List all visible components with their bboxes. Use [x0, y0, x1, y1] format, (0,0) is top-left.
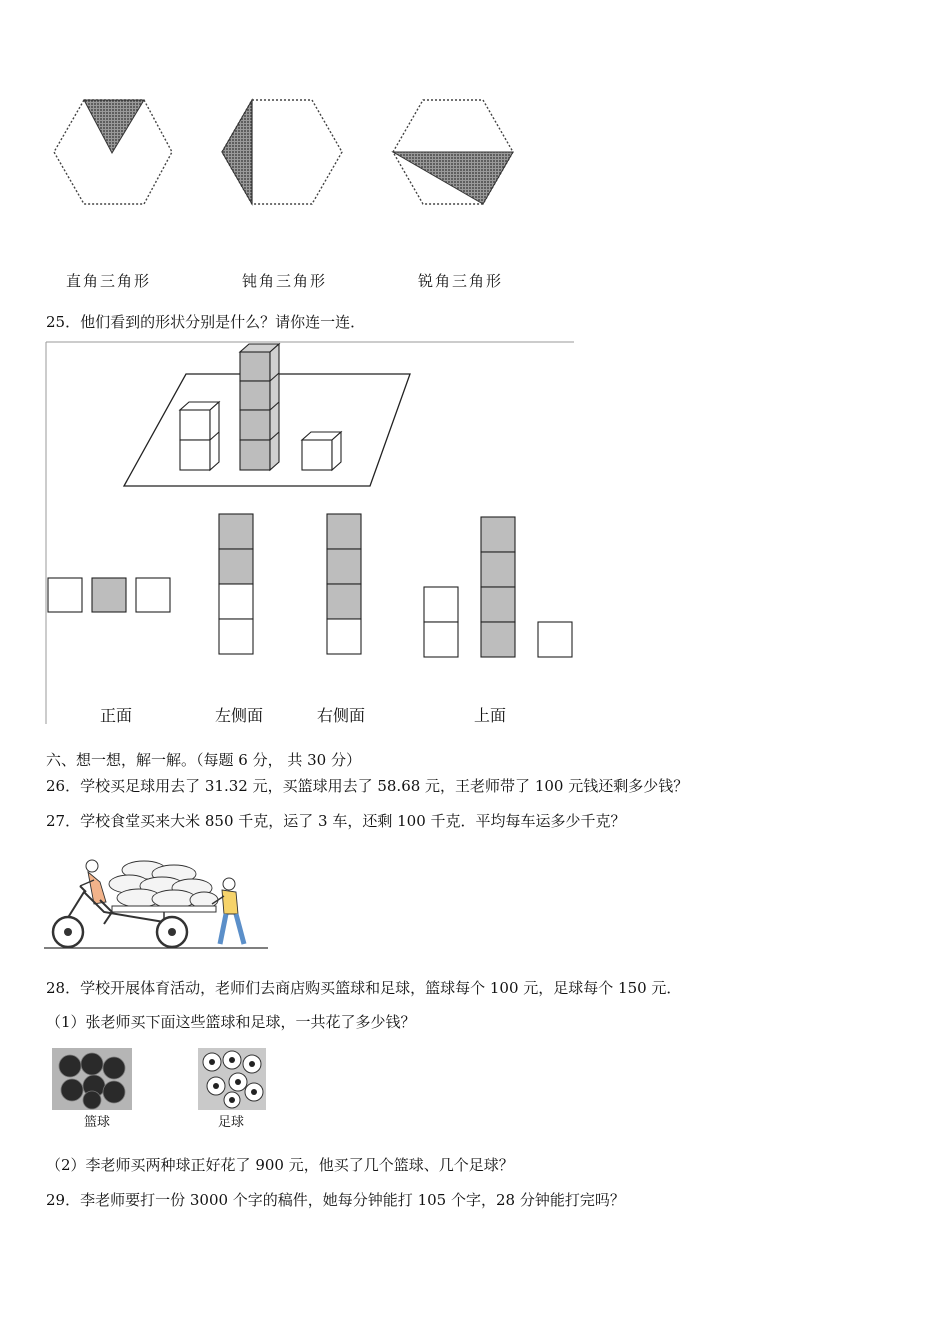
stack-left	[180, 402, 219, 470]
question-29: 29．李老师要打一份 3000 个字的稿件，她每分钟能打 105 个字，28 分钟能打完吗？	[46, 1191, 625, 1209]
question-28: 28．学校开展体育活动，老师们去商店购买篮球和足球，篮球每个 100 元，足球每个 150 元．	[46, 979, 682, 997]
caption-obtuse-triangle: 钝角三角形	[242, 272, 328, 290]
label-top-view: 上面	[474, 706, 507, 725]
football-label: 足球	[218, 1115, 245, 1130]
question-28-part-1: （1）张老师买下面这些篮球和足球，一共花了多少钱？	[46, 1013, 416, 1031]
question-25: 25．他们看到的形状分别是什么？请你连一连．	[46, 313, 366, 331]
cube-views-figure	[44, 340, 576, 726]
caption-acute-triangle: 锐角三角形	[418, 272, 504, 290]
caption-right-triangle: 直角三角形	[66, 272, 152, 290]
view-top-shapes	[424, 517, 572, 657]
basketballs-image	[52, 1048, 132, 1110]
question-26: 26．学校买足球用去了 31.32 元，买篮球用去了 58.68 元，王老师带了 100 元钱还剩多少钱？	[46, 777, 689, 795]
question-28-part-2: （2）李老师买两种球正好花了 900 元，他买了几个篮球、几个足球？	[46, 1156, 514, 1174]
view-left-shapes	[219, 514, 253, 654]
view-front-shapes	[48, 578, 170, 612]
hexagon-right-triangle	[54, 100, 172, 204]
basketball-label: 篮球	[84, 1115, 111, 1130]
hexagon-acute-triangle	[393, 100, 513, 204]
question-27: 27．学校食堂买来大米 850 千克，运了 3 车，还剩 100 千克．平均每车运多少千克？	[46, 812, 626, 830]
hexagon-figures	[40, 85, 540, 220]
section-6-heading: 六、想一想，解一解。（每题 6 分， 共 30 分）	[46, 751, 361, 769]
label-left-view: 左侧面	[215, 706, 264, 725]
view-right-shapes	[327, 514, 361, 654]
label-front-view: 正面	[100, 706, 133, 725]
tricycle-illustration	[44, 852, 270, 952]
hexagon-obtuse-triangle	[222, 100, 342, 204]
label-right-view: 右侧面	[317, 706, 366, 725]
stack-middle	[240, 344, 279, 470]
stack-right	[302, 432, 341, 470]
footballs-image	[198, 1048, 266, 1110]
